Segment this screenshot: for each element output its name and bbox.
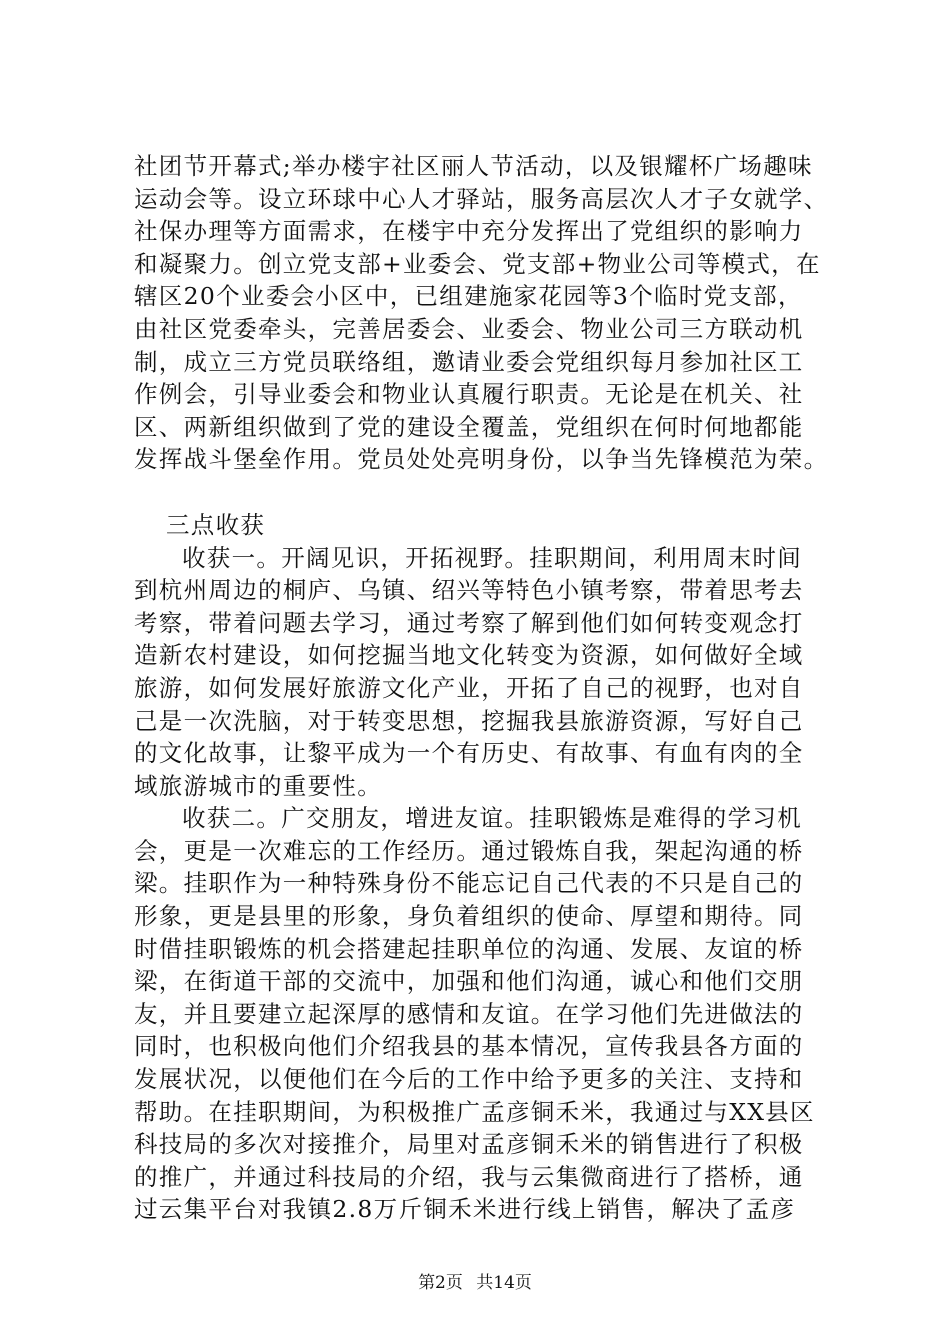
text-line: 造新农村建设，如何挖掘当地文化转变为资源，如何做好全域 bbox=[134, 641, 804, 670]
text-line: 旅游，如何发展好旅游文化产业，开拓了自己的视野，也对自 bbox=[134, 673, 804, 702]
paragraph-2 bbox=[134, 542, 834, 803]
page-total: 共14页 bbox=[476, 1273, 532, 1293]
text-line: 由社区党委牵头，完善居委会、业委会、物业公司三方联动机 bbox=[134, 314, 804, 343]
text-line: 的文化故事，让黎平成为一个有历史、有故事、有血有肉的全 bbox=[134, 739, 804, 768]
text-line: 过云集平台对我镇2.8万斤铜禾米进行线上销售，解决了孟彦 bbox=[134, 1195, 796, 1224]
text-line: 的推广，并通过科技局的介绍，我与云集微商进行了搭桥，通 bbox=[134, 1162, 804, 1191]
text-line: 会，更是一次难忘的工作经历。通过锻炼自我，架起沟通的桥 bbox=[134, 836, 804, 865]
text-line: 形象，更是县里的形象，身负着组织的使命、厚望和期待。同 bbox=[134, 902, 804, 931]
text-line: 辖区20个业委会小区中，已组建施家花园等3个临时党支部， bbox=[134, 282, 803, 311]
text-line: 域旅游城市的重要性。 bbox=[134, 771, 382, 800]
text-line: 帮助。在挂职期间，为积极推广孟彦铜禾米，我通过与XX县区 bbox=[134, 1097, 815, 1126]
document-body bbox=[134, 150, 834, 1226]
text-line: 收获二。广交朋友，增进友谊。挂职锻炼是难得的学习机 bbox=[182, 804, 802, 833]
text-line: 区、两新组织做到了党的建设全覆盖，党组织在何时何地都能 bbox=[134, 412, 804, 441]
text-line: 社团节开幕式;举办楼宇社区丽人节活动，以及银耀杯广场趣味 bbox=[134, 152, 813, 180]
text-line: 收获一。开阔见识，开拓视野。挂职期间，利用周末时间 bbox=[182, 543, 802, 572]
text-line: 社保办理等方面需求，在楼宇中充分发挥出了党组织的影响力 bbox=[134, 217, 804, 246]
text-line: 同时，也积极向他们介绍我县的基本情况，宣传我县各方面的 bbox=[134, 1032, 804, 1061]
text-line: 时借挂职锻炼的机会搭建起挂职单位的沟通、发展、友谊的桥 bbox=[134, 934, 804, 963]
text-line: 发挥战斗堡垒作用。党员处处亮明身份，以争当先锋模范为荣。 bbox=[134, 445, 829, 474]
paragraph-3 bbox=[134, 802, 834, 1226]
text-line: 作例会，引导业委会和物业认真履行职责。无论是在机关、社 bbox=[134, 380, 804, 409]
text-line: 发展状况，以便他们在今后的工作中给予更多的关注、支持和 bbox=[134, 1065, 804, 1094]
text-line: 友，并且要建立起深厚的感情和友谊。在学习他们先进做法的 bbox=[134, 999, 804, 1028]
text-line: 考察，带着问题去学习，通过考察了解到他们如何转变观念打 bbox=[134, 608, 804, 637]
text-line: 科技局的多次对接推介，局里对孟彦铜禾米的销售进行了积极 bbox=[134, 1130, 804, 1159]
text-line: 己是一次洗脑，对于转变思想，挖掘我县旅游资源，写好自己 bbox=[134, 706, 804, 735]
page-footer bbox=[0, 1268, 950, 1293]
paragraph-gap bbox=[134, 476, 834, 509]
text-line: 运动会等。设立环球中心人才驿站，服务高层次人才子女就学、 bbox=[134, 184, 829, 213]
section-heading: 三点收获 bbox=[166, 510, 266, 539]
page-number: 第2页 bbox=[418, 1273, 463, 1293]
text-line: 梁。挂职作为一种特殊身份不能忘记自己代表的不只是自己的 bbox=[134, 869, 804, 898]
paragraph-1 bbox=[134, 150, 834, 476]
text-line: 和凝聚力。创立党支部+业委会、党支部+物业公司等模式，在 bbox=[134, 249, 821, 278]
text-line: 到杭州周边的桐庐、乌镇、绍兴等特色小镇考察，带着思考去 bbox=[134, 576, 804, 605]
text-line: 梁，在街道干部的交流中，加强和他们沟通，诚心和他们交朋 bbox=[134, 967, 804, 996]
text-line: 制，成立三方党员联络组，邀请业委会党组织每月参加社区工 bbox=[134, 347, 804, 376]
